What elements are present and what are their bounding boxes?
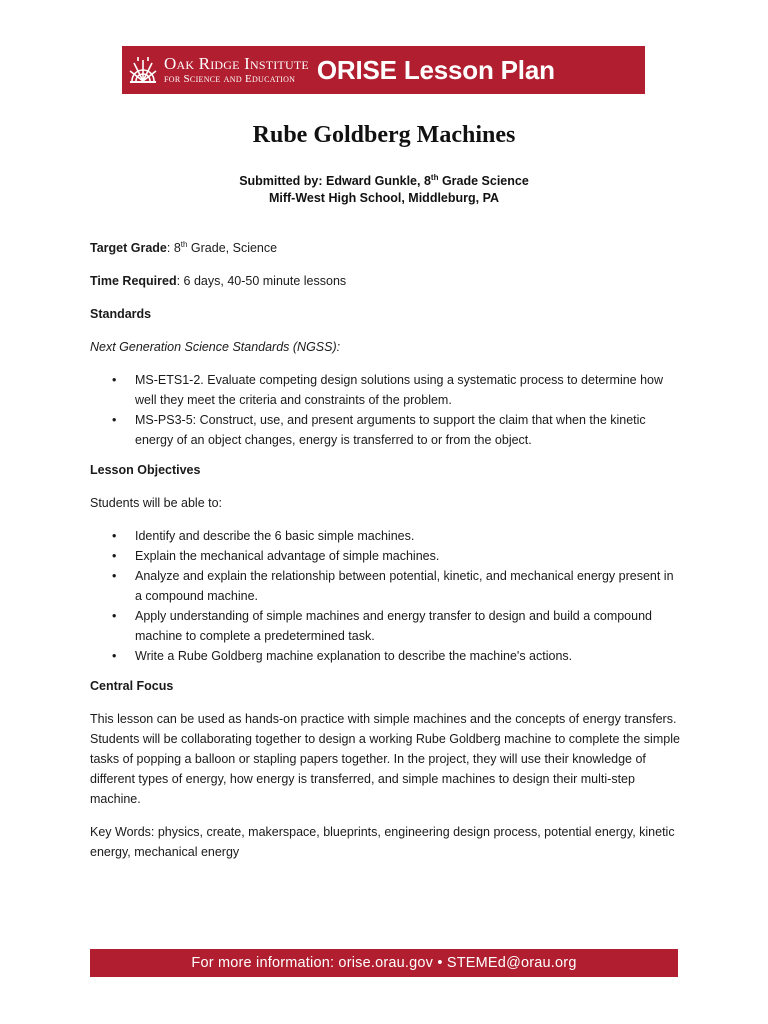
org-name-line1: Oak Ridge Institute	[164, 54, 309, 73]
list-item: • MS-ETS1-2. Evaluate competing design solutions using a systematic process to determine how well they meet the criteria and constraints of the problem.	[90, 370, 680, 410]
standards-list	[90, 370, 680, 450]
lesson-content	[90, 238, 680, 875]
submitted-suffix: Grade Science	[438, 174, 529, 188]
submitted-by-line	[0, 173, 768, 190]
objectives-intro: Students will be able to:	[90, 496, 223, 510]
list-item: • Apply understanding of simple machines and energy transfer to design and build a compound machine to complete a predetermined task.	[90, 606, 680, 646]
target-grade-label: Target Grade	[90, 241, 167, 255]
list-item: • Identify and describe the 6 basic simple machines.	[90, 526, 680, 546]
objectives-heading: Lesson Objectives	[90, 463, 201, 477]
central-focus-body: This lesson can be used as hands-on practice with simple machines and the concepts of energy transfers. Students will be collaborating together to design a working Rube Goldberg machine to complete the simple tasks of popping a balloon or stapling papers together. In the project, they will use their knowledge of different types of energy, how energy is transferred, and simple machines to design their multi-step machine.	[90, 712, 680, 806]
document-title: Rube Goldberg Machines	[252, 122, 516, 148]
target-grade	[90, 238, 680, 258]
time-required-label: Time Required	[90, 274, 177, 288]
sunburst-logo-icon	[128, 55, 158, 85]
standards-heading: Standards	[90, 307, 152, 321]
central-focus-section	[90, 676, 680, 862]
banner-title: ORISE Lesson Plan	[316, 54, 555, 85]
list-item: • Analyze and explain the relationship between potential, kinetic, and mechanical energy present in a compound machine.	[90, 566, 680, 606]
central-focus-heading: Central Focus	[90, 679, 174, 693]
objectives-list	[90, 526, 680, 666]
target-grade-sup: th	[180, 239, 188, 249]
time-required	[90, 271, 680, 291]
header-banner	[122, 46, 645, 94]
submitted-by	[0, 173, 768, 207]
school-line: Miff-West High School, Middleburg, PA	[268, 191, 500, 205]
footer-banner: For more information: orise.orau.gov • STEMEd@orau.org	[90, 949, 678, 977]
submitted-sup: th	[430, 172, 439, 182]
target-grade-value-prefix: : 8	[166, 241, 181, 255]
target-grade-value-suffix: Grade, Science	[187, 241, 278, 255]
list-item: • Explain the mechanical advantage of simple machines.	[90, 546, 680, 566]
org-name-line2: for Science and Education	[164, 73, 296, 85]
standards-subheading: Next Generation Science Standards (NGSS):	[90, 340, 341, 354]
time-required-value: : 6 days, 40-50 minute lessons	[176, 274, 347, 288]
list-item: • MS-PS3-5: Construct, use, and present arguments to support the claim that when the kinetic energy of an object changes, energy is transferred to or from the object.	[90, 410, 680, 450]
submitted-prefix: Submitted by: Edward Gunkle, 8	[239, 174, 431, 188]
list-item: • Write a Rube Goldberg machine explanation to describe the machine's actions.	[90, 646, 680, 666]
org-name	[164, 55, 309, 85]
key-words: Key Words: physics, create, makerspace, blueprints, engineering design process, potential energy, kinetic energy, mechanical energy	[90, 825, 675, 859]
